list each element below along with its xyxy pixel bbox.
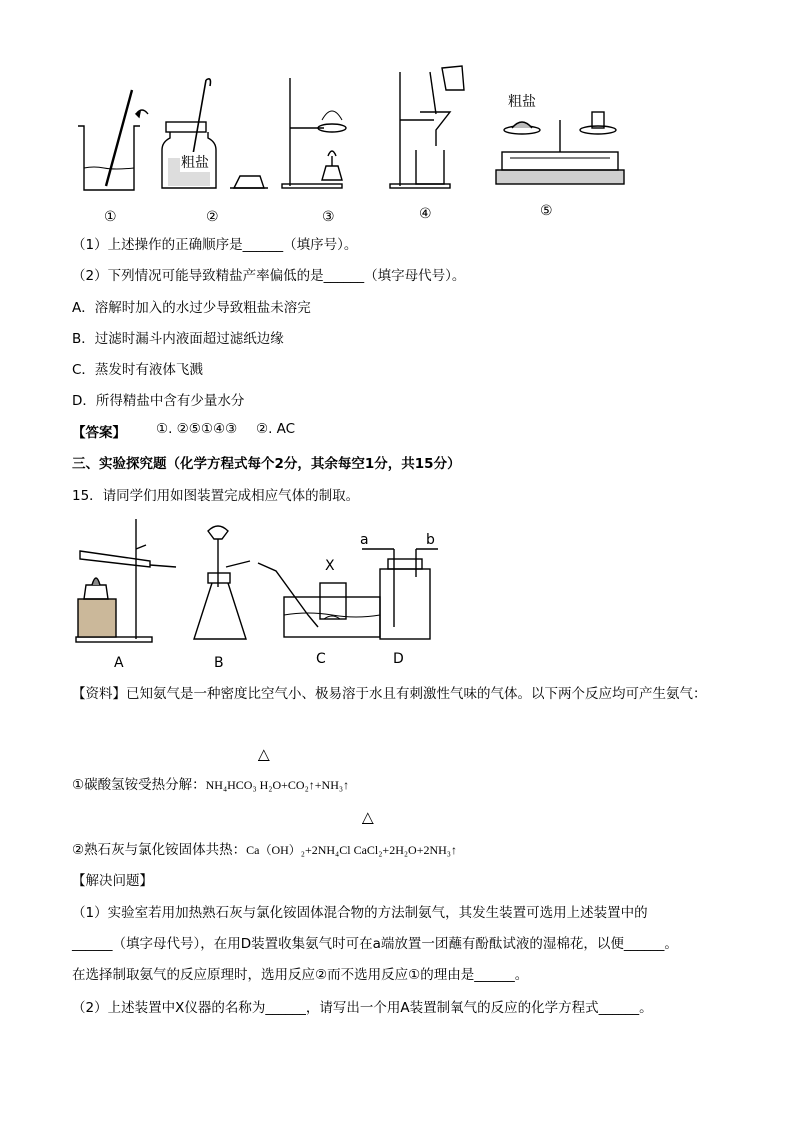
reaction-2	[72, 838, 457, 858]
q14-option-d: D．所得精盐中含有少量水分	[72, 393, 245, 409]
apparatus-label-b: B	[214, 655, 224, 671]
heat-symbol-1: △	[258, 745, 270, 763]
balance-label: 粗盐	[508, 94, 536, 110]
q14-option-a: A．溶解时加入的水过少导致粗盐未溶完	[72, 300, 311, 316]
heat-symbol-2: △	[362, 808, 374, 826]
reaction-1	[72, 773, 349, 793]
section3-title: 三、实验探究题（化学方程式每个2分，其余每空1分，共15分）	[72, 456, 461, 472]
part2-line: （2）上述装置中X仪器的名称为______，请写出一个用A装置制氧气的反应的化学方程式______。	[72, 1000, 653, 1016]
apparatus-label-d: D	[393, 651, 404, 667]
q14-option-c: C．蒸发时有液体飞溅	[72, 362, 203, 378]
apparatus-label-x: X	[325, 558, 335, 574]
apparatus-d	[362, 549, 438, 639]
reaction-1-equation: NH₄HCO₃ H₂O+CO₂↑+NH₃↑	[205, 778, 350, 792]
fig1-label-1: ①	[104, 209, 117, 225]
port-label-b: b	[426, 532, 435, 548]
part1-line3: 在选择制取氨气的反应原理时，选用反应②而不选用反应①的理由是______。	[72, 967, 529, 983]
reaction-2-prefix: ②熟石灰与氯化铵固体共热：	[72, 842, 247, 858]
fig1-label-5: ⑤	[540, 203, 553, 219]
salt-purification-figure	[70, 62, 650, 202]
jar-label: 粗盐	[180, 152, 210, 172]
apparatus-a	[76, 519, 176, 642]
fig1-label-3: ③	[322, 209, 335, 225]
q14-sub2: （2）下列情况可能导致精盐产率偏低的是______（填字母代号）。	[72, 268, 466, 284]
fig1-label-2: ②	[206, 209, 219, 225]
filtration-setup	[390, 66, 464, 188]
answer-2: ②. AC	[256, 421, 296, 437]
part1-line2: ______（填字母代号），在用D装置收集氨气时可在a端放置一团蘸有酚酞试液的湿棉花，以便______。	[72, 936, 678, 952]
apparatus-figure	[70, 515, 450, 655]
apparatus-c	[258, 563, 380, 637]
part1-line1: （1）实验室若用加热熟石灰与氯化铵固体混合物的方法制氨气，其发生装置可选用上述装置中的	[72, 905, 648, 921]
solve-title: 【解决问题】	[72, 873, 153, 889]
salt-jar	[162, 79, 268, 188]
reaction-2-equation: Ca（OH）₂+2NH₄Cl CaCl₂+2H₂O+2NH₃↑	[246, 843, 457, 857]
apparatus-b	[194, 526, 250, 639]
q14-option-b: B．过滤时漏斗内液面超过滤纸边缘	[72, 331, 284, 347]
answer-label: 【答案】	[72, 425, 126, 441]
apparatus-label-c: C	[316, 651, 326, 667]
q14-sub1: （1）上述操作的正确顺序是______（填序号）。	[72, 237, 358, 253]
info-paragraph: 【资料】已知氨气是一种密度比空气小、极易溶于水且有刺激性气味的气体。以下两个反应均可产生氨气：	[72, 686, 707, 702]
port-label-a: a	[360, 532, 369, 548]
apparatus-label-a: A	[114, 655, 124, 671]
answer-1: ①. ②⑤①④③	[156, 421, 238, 437]
balance-setup	[496, 112, 624, 184]
reaction-1-prefix: ①碳酸氢铵受热分解：	[72, 777, 206, 793]
q15-stem: 15．请同学们用如图装置完成相应气体的制取。	[72, 488, 360, 504]
fig1-label-4: ④	[419, 206, 432, 222]
evaporation-setup	[282, 78, 346, 188]
beaker-stirring	[78, 90, 148, 190]
